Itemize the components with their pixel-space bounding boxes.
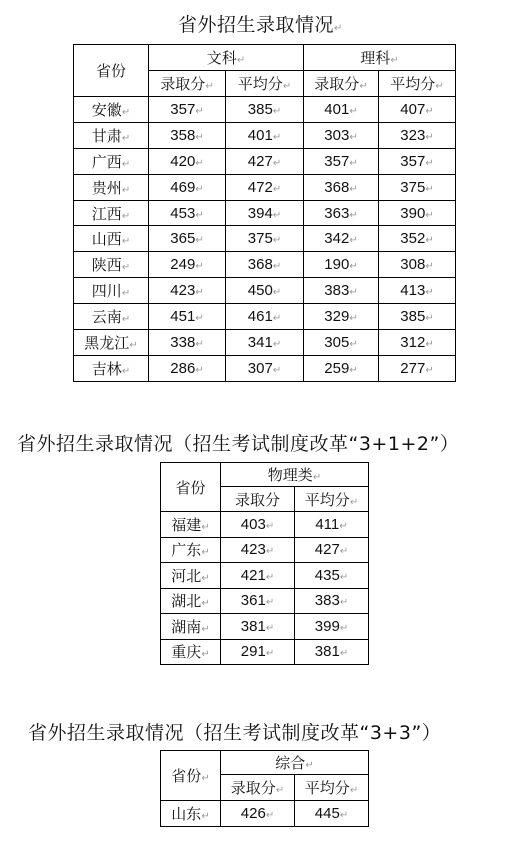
- score-cell: 435↵: [295, 563, 369, 589]
- score-cell: 303↵: [304, 122, 379, 148]
- score-cell: 394↵: [226, 200, 304, 226]
- score-cell: 338↵: [149, 330, 226, 356]
- score-cell: 342↵: [304, 226, 379, 252]
- province-header: 省份: [161, 463, 221, 512]
- score-cell: 426↵: [221, 801, 295, 827]
- score-table-3: [160, 750, 369, 827]
- table-row: [74, 226, 456, 252]
- province-cell: 广西↵: [74, 148, 149, 174]
- province-cell: 贵州↵: [74, 174, 149, 200]
- section2-title-text: 省外招生录取情况（招生考试制度改革“3+1+2”）: [17, 433, 460, 455]
- table-row: [161, 588, 369, 614]
- score-cell: 403↵: [221, 512, 295, 538]
- province-cell: 安徽↵: [74, 97, 149, 123]
- score-cell: 329↵: [304, 304, 379, 330]
- province-header: 省份: [74, 45, 149, 97]
- score-cell: 357↵: [149, 97, 226, 123]
- sub-header-admission: 录取分↵: [149, 71, 226, 97]
- score-cell: 385↵: [379, 304, 456, 330]
- score-cell: 451↵: [149, 304, 226, 330]
- score-cell: 472↵: [226, 174, 304, 200]
- province-cell: 山东↵: [161, 801, 221, 827]
- score-cell: 363↵: [304, 200, 379, 226]
- province-cell: 河北↵: [161, 563, 221, 589]
- province-cell: 吉林↵: [74, 355, 149, 381]
- province-cell: 云南↵: [74, 304, 149, 330]
- score-cell: 453↵: [149, 200, 226, 226]
- group-header-liberal-arts: 文科↵: [149, 45, 304, 71]
- table-row: [161, 801, 369, 827]
- province-cell: 四川↵: [74, 278, 149, 304]
- province-cell: 山西↵: [74, 226, 149, 252]
- table-row: [74, 355, 456, 381]
- province-header: 省份↵: [161, 751, 221, 801]
- score-cell: 308↵: [379, 252, 456, 278]
- province-cell: 黑龙江↵: [74, 330, 149, 356]
- score-cell: 381↵: [295, 639, 369, 665]
- score-cell: 390↵: [379, 200, 456, 226]
- score-cell: 357↵: [304, 148, 379, 174]
- table-row: [161, 563, 369, 589]
- table-row: [74, 174, 456, 200]
- score-table-2: [160, 462, 369, 665]
- table-row: [74, 304, 456, 330]
- score-cell: 249↵: [149, 252, 226, 278]
- score-cell: 312↵: [379, 330, 456, 356]
- section2-title: [17, 429, 459, 456]
- score-cell: 407↵: [379, 97, 456, 123]
- table-row: [74, 97, 456, 123]
- score-cell: 423↵: [221, 537, 295, 563]
- score-cell: 469↵: [149, 174, 226, 200]
- section3-title: [28, 718, 441, 745]
- table-row: [161, 614, 369, 640]
- province-cell: 江西↵: [74, 200, 149, 226]
- table-row: [74, 330, 456, 356]
- table-row: [161, 537, 369, 563]
- score-cell: 420↵: [149, 148, 226, 174]
- score-cell: 277↵: [379, 355, 456, 381]
- group-header-science: 理科↵: [304, 45, 456, 71]
- score-cell: 383↵: [295, 588, 369, 614]
- score-cell: 286↵: [149, 355, 226, 381]
- score-cell: 381↵: [221, 614, 295, 640]
- province-cell: 湖北↵: [161, 588, 221, 614]
- score-cell: 421↵: [221, 563, 295, 589]
- score-cell: 450↵: [226, 278, 304, 304]
- sub-header-average: 平均分↵: [379, 71, 456, 97]
- score-cell: 341↵: [226, 330, 304, 356]
- score-cell: 305↵: [304, 330, 379, 356]
- province-cell: 甘肃↵: [74, 122, 149, 148]
- score-cell: 413↵: [379, 278, 456, 304]
- table-row: [74, 200, 456, 226]
- section1-title: [178, 10, 343, 37]
- province-cell: 湖南↵: [161, 614, 221, 640]
- group-header-comprehensive: 综合↵: [221, 751, 369, 775]
- score-cell: 401↵: [226, 122, 304, 148]
- group-header-physics: 物理类↵: [221, 463, 369, 487]
- province-cell: 广东↵: [161, 537, 221, 563]
- score-cell: 423↵: [149, 278, 226, 304]
- score-cell: 291↵: [221, 639, 295, 665]
- table-row: [161, 512, 369, 538]
- score-cell: 399↵: [295, 614, 369, 640]
- score-cell: 383↵: [304, 278, 379, 304]
- score-cell: 427↵: [226, 148, 304, 174]
- score-cell: 190↵: [304, 252, 379, 278]
- score-cell: 368↵: [304, 174, 379, 200]
- score-cell: 323↵: [379, 122, 456, 148]
- province-cell: 重庆↵: [161, 639, 221, 665]
- score-cell: 427↵: [295, 537, 369, 563]
- table-row: [74, 122, 456, 148]
- score-cell: 375↵: [226, 226, 304, 252]
- score-cell: 358↵: [149, 122, 226, 148]
- sub-header-admission: 录取分: [221, 487, 295, 512]
- province-cell: 陕西↵: [74, 252, 149, 278]
- paragraph-mark: ↵: [334, 23, 343, 34]
- table-row: [74, 148, 456, 174]
- score-table-1: [73, 44, 456, 382]
- score-cell: 461↵: [226, 304, 304, 330]
- score-cell: 385↵: [226, 97, 304, 123]
- score-cell: 411↵: [295, 512, 369, 538]
- score-cell: 361↵: [221, 588, 295, 614]
- score-cell: 375↵: [379, 174, 456, 200]
- sub-header-average: 平均分↵: [226, 71, 304, 97]
- score-cell: 445↵: [295, 801, 369, 827]
- score-cell: 401↵: [304, 97, 379, 123]
- table-row: [161, 639, 369, 665]
- sub-header-average: 平均分↵: [295, 775, 369, 801]
- score-cell: 368↵: [226, 252, 304, 278]
- table-row: [74, 278, 456, 304]
- sub-header-average: 平均分↵: [295, 487, 369, 512]
- score-cell: 365↵: [149, 226, 226, 252]
- province-cell: 福建↵: [161, 512, 221, 538]
- sub-header-admission: 录取分↵: [221, 775, 295, 801]
- score-cell: 259↵: [304, 355, 379, 381]
- section1-title-text: 省外招生录取情况: [178, 14, 335, 36]
- score-cell: 352↵: [379, 226, 456, 252]
- sub-header-admission: 录取分↵: [304, 71, 379, 97]
- table-row: [74, 252, 456, 278]
- score-cell: 307↵: [226, 355, 304, 381]
- section3-title-text: 省外招生录取情况（招生考试制度改革“3+3”）: [28, 722, 442, 744]
- score-cell: 357↵: [379, 148, 456, 174]
